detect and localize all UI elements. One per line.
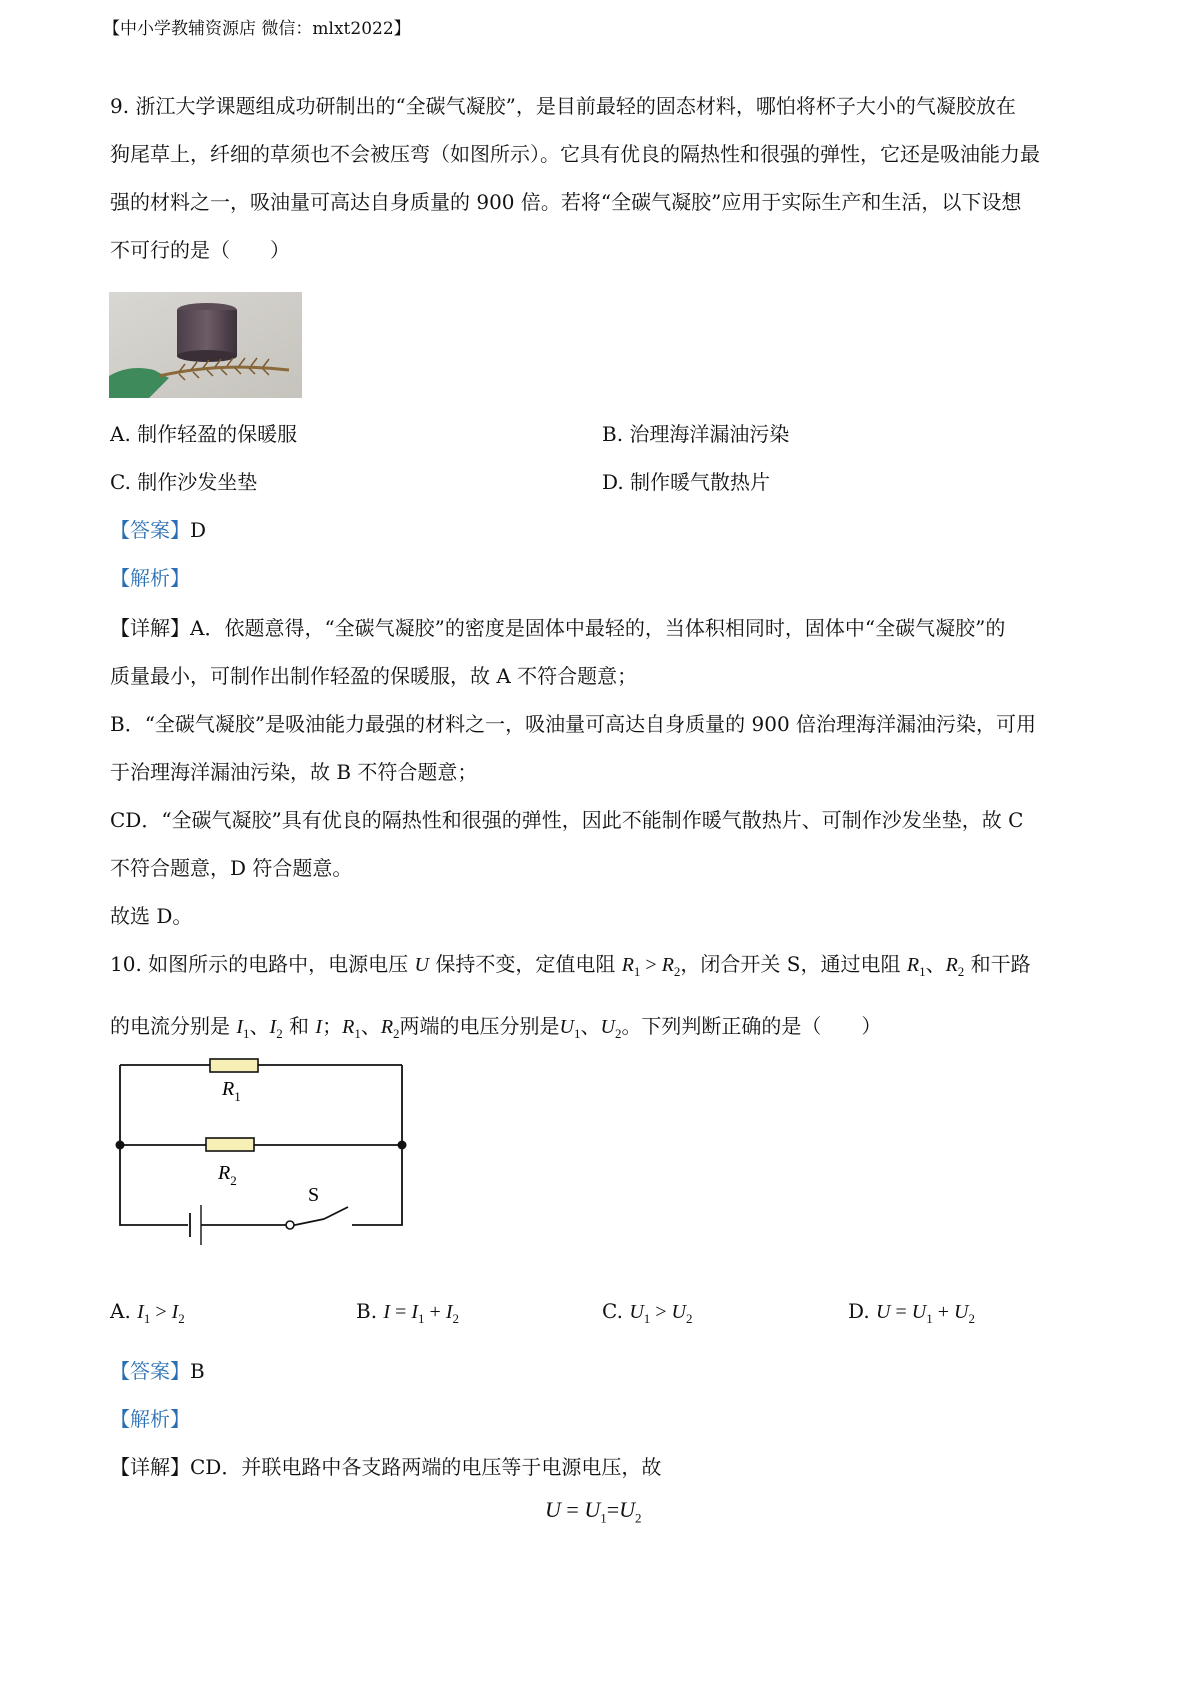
- analysis-tag: 【解析】: [110, 1407, 190, 1431]
- formula-u-equals: $U = U_1=U_2$: [545, 1497, 642, 1526]
- text: 的电流分别是: [110, 1014, 237, 1038]
- q9-detail-line-4: 于治理海洋漏油污染，故 B 不符合题意；: [110, 760, 478, 784]
- q10-option-b[interactable]: B. $I = I_1 + I_2$: [356, 1299, 459, 1326]
- q9-line-4: 不可行的是（ ）: [110, 238, 290, 262]
- q10-line-2: 的电流分别是 $I_1$、$I_2$ 和 I；$R_1$、$R_2$两端的电压分别是$U_1$、$U_2$。下列判断正确的是（ ）: [110, 1014, 882, 1041]
- math-R1-gt-R2: $R_1 > R_2$: [621, 954, 681, 979]
- analysis-tag: 【解析】: [110, 566, 190, 590]
- q9-option-a[interactable]: A. 制作轻盈的保暖服: [110, 422, 298, 446]
- text: 保持不变，定值电阻: [428, 952, 622, 976]
- detail-text: CD．并联电路中各支路两端的电压等于电源电压，故: [190, 1455, 662, 1479]
- answer-value: B: [190, 1359, 205, 1383]
- q9-line-3: 强的材料之一，吸油量可高达自身质量的 900 倍。若将“全碳气凝胶”应用于实际生产和生活，以下设想: [110, 190, 1022, 214]
- detail-tag: 【详解】: [110, 616, 190, 640]
- q9-detail: [110, 604, 1100, 940]
- q10-answer: [110, 1355, 205, 1384]
- text: 和干路: [964, 952, 1031, 976]
- q10-option-c[interactable]: C. $U_1 > U_2$: [602, 1299, 693, 1326]
- detail-text: A．依题意得，“全碳气凝胶”的密度是固体中最轻的，当体积相同时，固体中“全碳气凝胶”的: [190, 616, 1006, 640]
- q10-option-a[interactable]: A. $I_1 > I_2$: [110, 1299, 185, 1326]
- page-header: 【中小学教辅资源店 微信：mlxt2022】: [103, 19, 411, 39]
- q9-detail-line-6: 不符合题意，D 符合题意。: [110, 856, 353, 880]
- text: 。下列判断正确的是（ ）: [621, 1014, 882, 1038]
- q9-detail-line-5: CD．“全碳气凝胶”具有优良的隔热性和很强的弹性，因此不能制作暖气散热片、可制作沙发坐垫，故 C: [110, 808, 1024, 832]
- q9-answer: [110, 514, 206, 543]
- label-switch: S: [308, 1184, 320, 1206]
- q9-option-d[interactable]: D. 制作暖气散热片: [602, 470, 771, 494]
- junction-right: [398, 1141, 407, 1150]
- text: ，闭合开关 S，通过电阻: [680, 952, 907, 976]
- resistor-r2: [206, 1138, 254, 1151]
- label-r1: $R_1$: [222, 1078, 241, 1104]
- q9-analysis-tag: [110, 562, 190, 591]
- q10-detail: [110, 1451, 661, 1480]
- circuit-diagram: [110, 1055, 420, 1275]
- q9-line-2: 狗尾草上，纤细的草须也不会被压弯（如图所示）。它具有优良的隔热性和很强的弹性，它还是吸油能力最: [110, 142, 1040, 166]
- q10-analysis-tag: [110, 1403, 190, 1432]
- aerogel-photo: [109, 292, 302, 398]
- symbol-I: I: [315, 1016, 323, 1038]
- q9-line-1: 9. 浙江大学课题组成功研制出的“全碳气凝胶”，是目前最轻的固态材料，哪怕将杯子大小的气凝胶放在: [110, 94, 1016, 118]
- q9-detail-line-2: 质量最小，可制作出制作轻盈的保暖服，故 A 不符合题意；: [110, 664, 638, 688]
- answer-tag: 【答案】: [110, 518, 190, 542]
- junction-left: [116, 1141, 125, 1150]
- q9-option-b[interactable]: B. 治理海洋漏油污染: [602, 422, 790, 446]
- q9-option-c[interactable]: C. 制作沙发坐垫: [110, 470, 258, 494]
- symbol-R2: $R_2$: [380, 1016, 400, 1041]
- question-9-stem: [110, 82, 1100, 274]
- q10-option-d[interactable]: D. $U = U_1 + U_2$: [848, 1299, 975, 1326]
- wire-bottom: [120, 1145, 402, 1225]
- symbol-U2: $U_2$: [600, 1016, 622, 1041]
- label-r2: $R_2$: [218, 1162, 237, 1188]
- q10-line-1: 10. 如图所示的电路中，电源电压 U 保持不变，定值电阻 $R_1 > R_2$，闭合开关 S，通过电阻 $R_1$、$R_2$ 和干路: [110, 952, 1031, 979]
- q9-detail-line-7: 故选 D。: [110, 904, 193, 928]
- symbol-R1: $R_1$: [342, 1016, 361, 1041]
- answer-value: D: [190, 518, 207, 542]
- question-10-stem: [110, 940, 1100, 1050]
- symbol-I2: $I_2$: [269, 1016, 283, 1041]
- detail-tag: 【详解】: [110, 1455, 190, 1479]
- symbol-U: U: [414, 954, 429, 976]
- q9-detail-line-3: B．“全碳气凝胶”是吸油能力最强的材料之一，吸油量可高达自身质量的 900 倍治理海洋漏油污染，可用: [110, 712, 1037, 736]
- symbol-R2: $R_2$: [945, 954, 965, 979]
- q9-detail-line-1: [110, 604, 1100, 652]
- wire-top: [120, 1065, 402, 1145]
- symbol-I1: $I_1$: [236, 1016, 250, 1041]
- text: 10. 如图所示的电路中，电源电压: [110, 952, 415, 976]
- switch-pivot: [286, 1221, 294, 1229]
- symbol-R1: $R_1$: [906, 954, 926, 979]
- answer-tag: 【答案】: [110, 1359, 190, 1383]
- symbol-U1: $U_1$: [559, 1016, 581, 1041]
- text: 两端的电压分别是: [399, 1014, 560, 1038]
- resistor-r1: [210, 1059, 258, 1072]
